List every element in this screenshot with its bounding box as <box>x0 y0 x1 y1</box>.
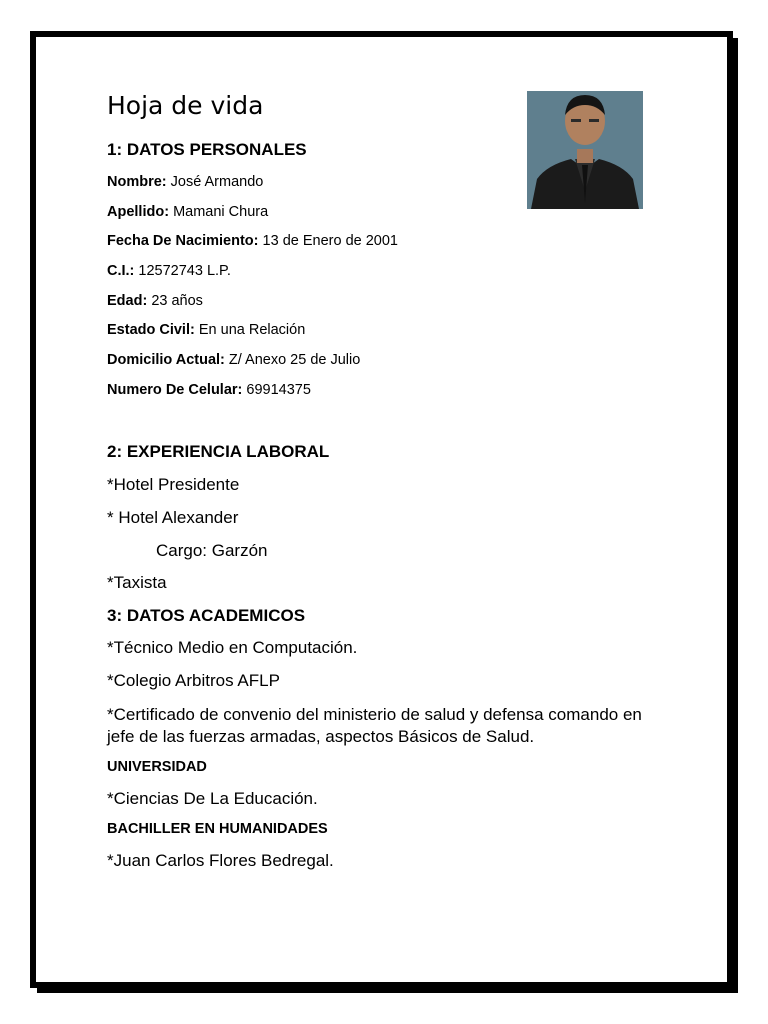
bachiller-heading: BACHILLER EN HUMANIDADES <box>107 821 328 837</box>
bachiller-item: *Juan Carlos Flores Bedregal. <box>107 851 334 870</box>
field-nombre <box>107 174 263 190</box>
field-value: 13 de Enero de 2001 <box>262 233 398 249</box>
field-ci <box>107 263 231 279</box>
academic-item: *Colegio Arbitros AFLP <box>107 671 280 690</box>
university-heading: UNIVERSIDAD <box>107 759 207 775</box>
document-page <box>30 31 733 988</box>
academic-item: *Certificado de convenio del ministerio de salud y defensa comando en jefe de las fuerzas armadas, aspectos Básicos de Salud. <box>107 705 642 746</box>
field-celular <box>107 382 311 398</box>
document-title: Hoja de vida <box>107 91 264 120</box>
field-label: Fecha De Nacimiento: <box>107 233 259 249</box>
field-label: C.I.: <box>107 263 135 279</box>
experience-item: *Hotel Presidente <box>107 475 240 494</box>
field-value: José Armando <box>170 174 264 190</box>
profile-photo <box>527 91 643 209</box>
field-label: Apellido: <box>107 204 170 220</box>
academic-item: *Técnico Medio en Computación. <box>107 638 358 657</box>
field-value: 12572743 L.P. <box>138 263 231 279</box>
field-value: Z/ Anexo 25 de Julio <box>228 352 361 368</box>
person-portrait-icon <box>527 91 643 209</box>
field-value: 69914375 <box>246 382 311 398</box>
field-label: Domicilio Actual: <box>107 352 225 368</box>
field-value: 23 años <box>151 293 203 309</box>
field-label: Edad: <box>107 293 148 309</box>
university-item: *Ciencias De La Educación. <box>107 789 318 808</box>
field-edad <box>107 293 203 309</box>
field-value: Mamani Chura <box>173 204 269 220</box>
field-value: En una Relación <box>198 322 306 338</box>
experience-item: *Taxista <box>107 573 167 592</box>
section-heading-academic: 3: DATOS ACADEMICOS <box>107 606 306 625</box>
experience-item: * Hotel Alexander <box>107 508 239 527</box>
field-domicilio <box>107 352 360 368</box>
field-label: Numero De Celular: <box>107 382 243 398</box>
section-heading-personal: 1: DATOS PERSONALES <box>107 140 307 159</box>
field-fecha-nacimiento <box>107 233 398 249</box>
field-apellido <box>107 204 268 220</box>
field-estado-civil <box>107 322 305 338</box>
field-label: Estado Civil: <box>107 322 195 338</box>
section-heading-experience: 2: EXPERIENCIA LABORAL <box>107 442 330 461</box>
field-label: Nombre: <box>107 174 167 190</box>
experience-role: Cargo: Garzón <box>156 541 268 560</box>
